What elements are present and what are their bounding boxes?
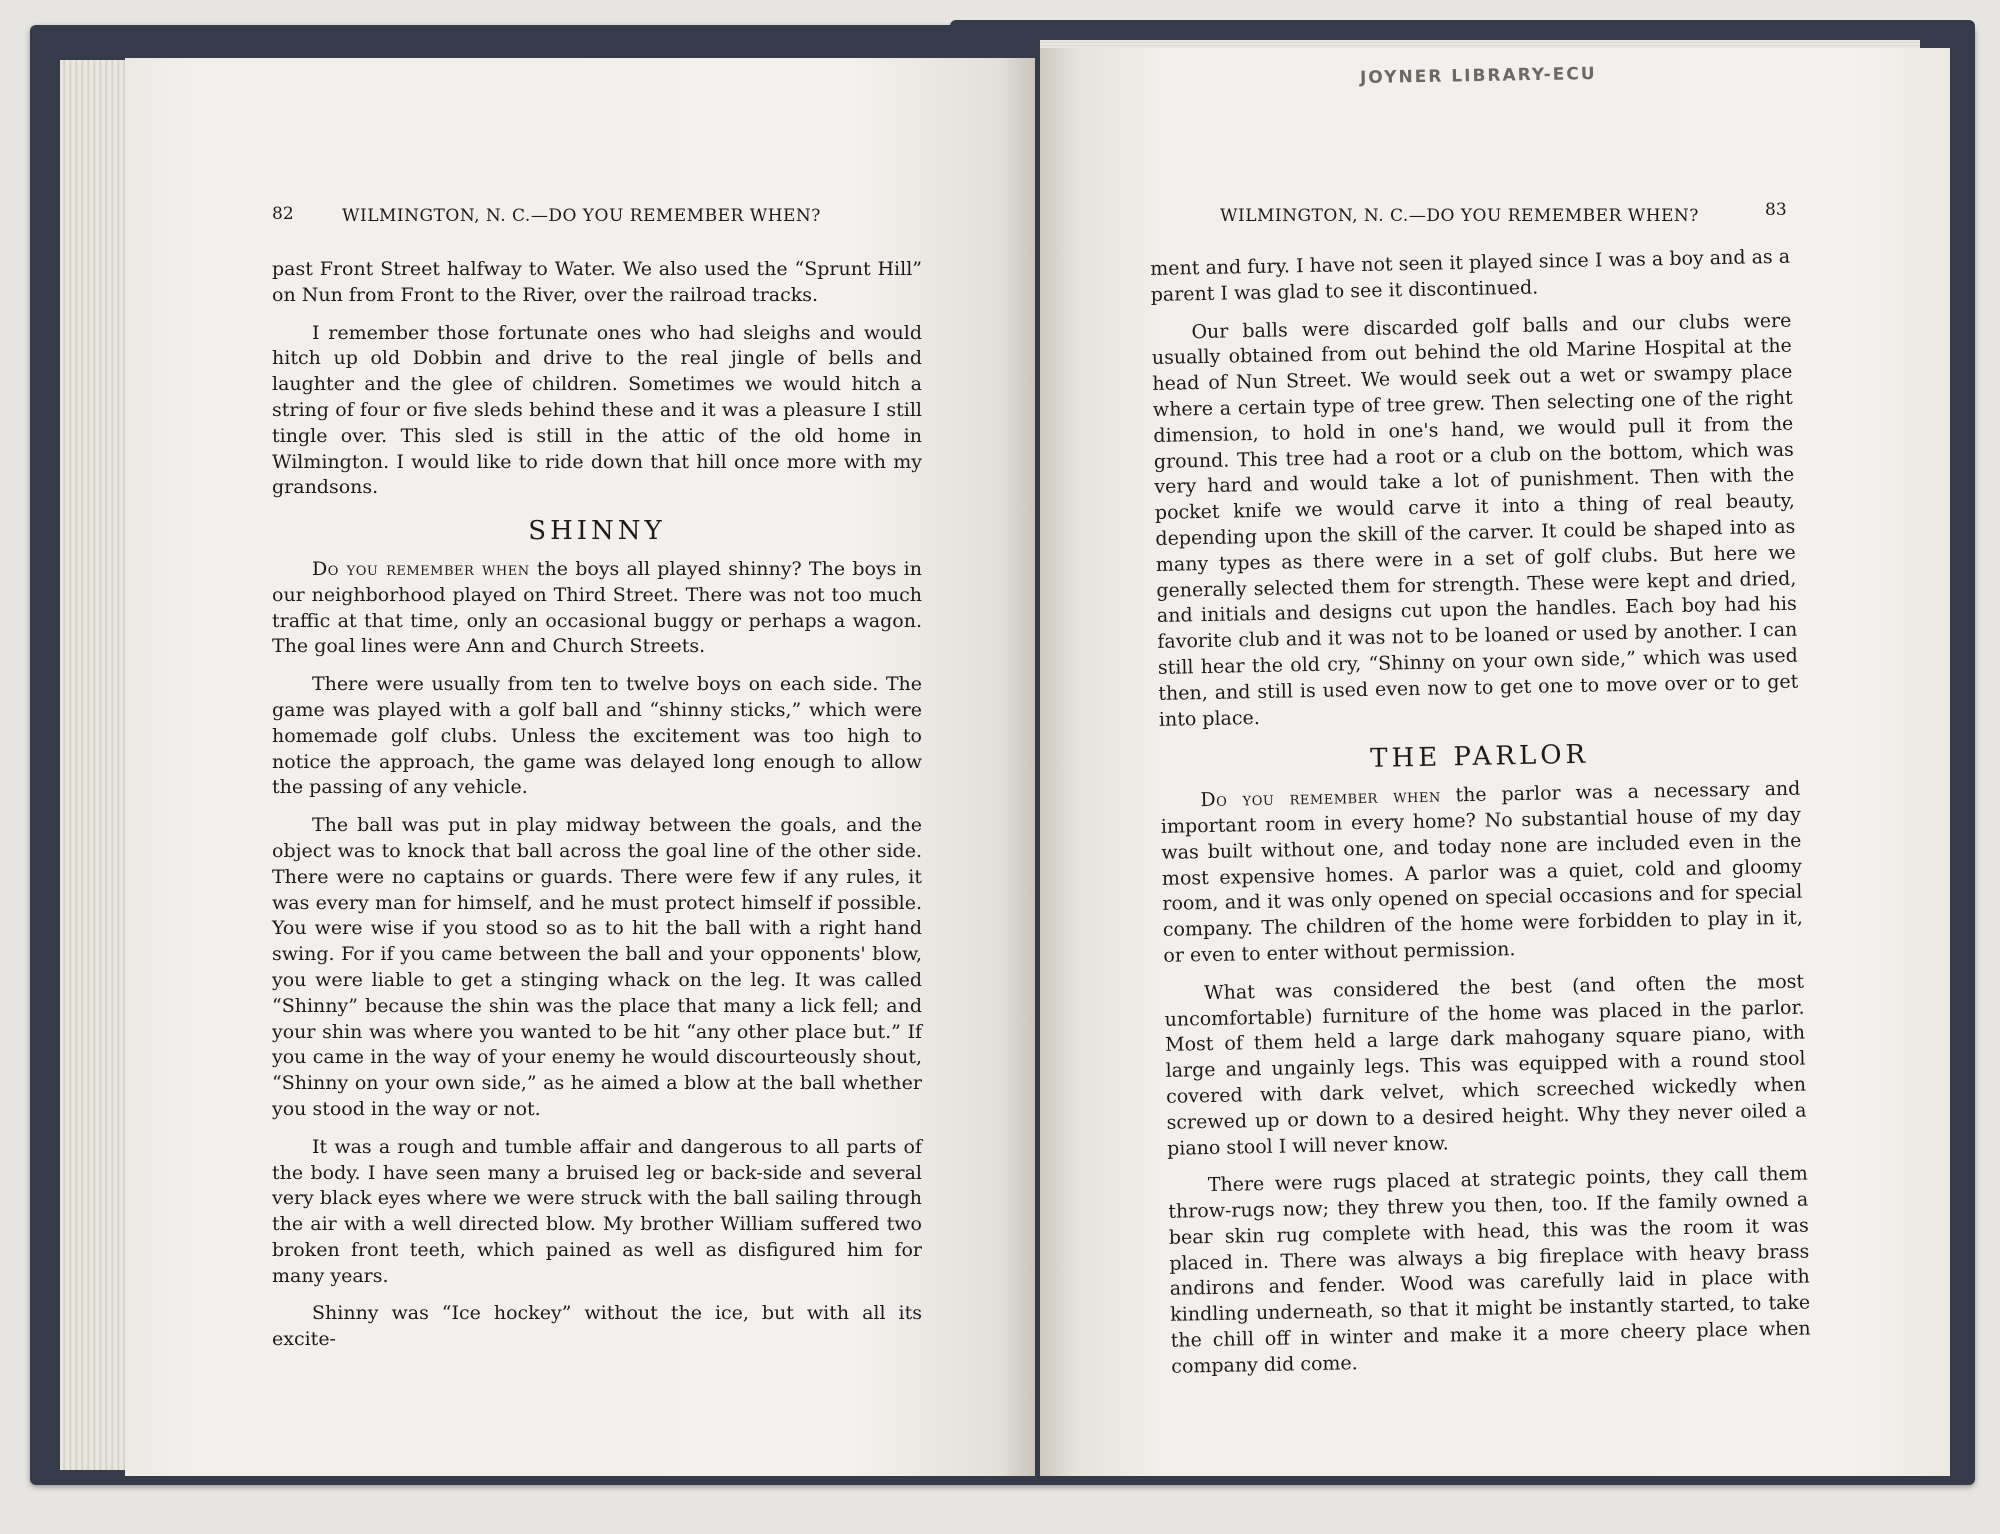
parlor-paragraph-1: Do you remember when the parlor was a necessary and important room in every home? No substantial house of my day was built without one, and today none are included even in the most expensive homes. A parlor was a quiet, cold and gloomy room, and it was only opened on special occasions and for special company. The children of the home were forbidden to play in it, or even to enter without permission.	[1160, 777, 1804, 967]
section-heading-shinny: SHINNY	[528, 516, 666, 547]
right-page-text	[1150, 245, 1811, 1381]
left-page-number: 82	[272, 204, 294, 224]
left-running-header: WILMINGTON, N. C.—DO YOU REMEMBER WHEN?	[342, 206, 821, 226]
parlor-paragraph-3: There were rugs placed at strategic points, they call them throw-rugs now; they threw you then, too. If the family owned a bear skin rug complete with head, this was the room it was placed in. There was always a big fireplace with heavy brass andirons and fender. Wood was carefully laid in place with kindling underneath, so that it might be instantly started, to take the chill off in winter and make it a more cheery place when company did come.	[1168, 1162, 1811, 1378]
parlor-paragraph-2: What was considered the best (and often the most uncomfortable) furniture of the home was placed in the parlor. Most of them held a large dark mahogany square piano, with large and ungainly legs. This was equipped with a round stool covered with dark velvet, which screeched wickedly when screwed up or down to a desired height. Why they never oiled a piano stool I will never know.	[1164, 970, 1807, 1160]
right-page-number: 83	[1765, 200, 1787, 220]
lead-in-smallcaps: Do you remember when	[1200, 784, 1441, 812]
shinny-paragraph-4: It was a rough and tumble affair and dangerous to all parts of the body. I have seen many a bruised leg or back-side and several very black eyes where we were struck with the ball sailing through the air with a well directed blow. My brother William suffered two broken front teeth, which pained as well as disfigured him for many years.	[272, 1135, 922, 1287]
section-heading-parlor: THE PARLOR	[1369, 740, 1590, 775]
right-running-header: WILMINGTON, N. C.—DO YOU REMEMBER WHEN?	[1220, 206, 1699, 226]
shinny-paragraph-1: Do you remember when the boys all played shinny? The boys in our neighborhood played on Third Street. There was not too much traffic at that time, only an occasional buggy or perhaps a wagon. The goal lines were Ann and Church Streets.	[272, 557, 922, 658]
shinny-paragraph-5: Shinny was “Ice hockey” without the ice, but with all its excite-	[272, 1302, 922, 1351]
shinny-paragraph-2: There were usually from ten to twelve boys on each side. The game was played with a golf ball and “shinny sticks,” which were homemade golf clubs. Unless the excitement was too high to notice the approach, the game was delayed long enough to allow the passing of any vehicle.	[272, 673, 922, 799]
continued-paragraph: ment and fury. I have not seen it played since I was a boy and as a parent I was glad to see it discontinued.	[1150, 245, 1791, 306]
sleighs-paragraph: I remember those fortunate ones who had sleighs and would hitch up old Dobbin and drive to the real jingle of bells and laughter and the glee of children. Sometimes we would hitch a string of four or five sleds behind these and it was a pleasure I still tingle over. This sled is still in the attic of the old home in Wilmington. I would like to ride down that hill once more with my grandsons.	[272, 321, 922, 499]
golf-balls-paragraph: Our balls were discarded golf balls and our clubs were usually obtained from out behind the old Marine Hospital at the head of Nun Street. We would seek out a wet or swampy place where a certain type of tree grew. Then selecting one of the right dimension, to hold in one's hand, we would pull it from the ground. This tree had a root or a club on the bottom, which was very hard and would take a lot of punishment. Then with the pocket knife we would carve it into a thing of real beauty, depending upon the skill of the carver. It could be shaped into as many types as there were in a set of golf clubs. But here we generally selected them for strength. These were kept and dried, and initials and designs cut upon the handles. Each boy had his favorite club and it was not to be loaned or used by another. I can still hear the old cry, “Shinny on your own side,” which was used then, and still is used even now to get one to move over or to get into place.	[1151, 309, 1799, 731]
shinny-paragraph-3: The ball was put in play midway between the goals, and the object was to knock that ball across the goal line of the other side. There were no captains or guards. There were few if any rules, it was every man for himself, and he must protect himself if possible. You were wise if you stood so as to hit the ball with a right hand swing. For if you came between the ball and your opponents' blow, you were liable to get a stinging whack on the leg. It was called “Shinny” because the shin was the place that many a lick fell; and your shin was where you wanted to be hit “any other place but.” If you came in the way of your enemy he would discourteously shout, “Shinny on your own side,” as he aimed a blow at the ball whether you stood in the way or not.	[272, 814, 922, 1120]
library-stamp: JOYNER LIBRARY-ECU	[1359, 63, 1597, 89]
lead-in-smallcaps: Do you remember when	[312, 557, 530, 580]
continued-paragraph: past Front Street halfway to Water. We also used the “Sprunt Hill” on Nun from Front to the River, over the railroad tracks.	[272, 258, 922, 306]
left-page-text	[272, 257, 922, 1353]
